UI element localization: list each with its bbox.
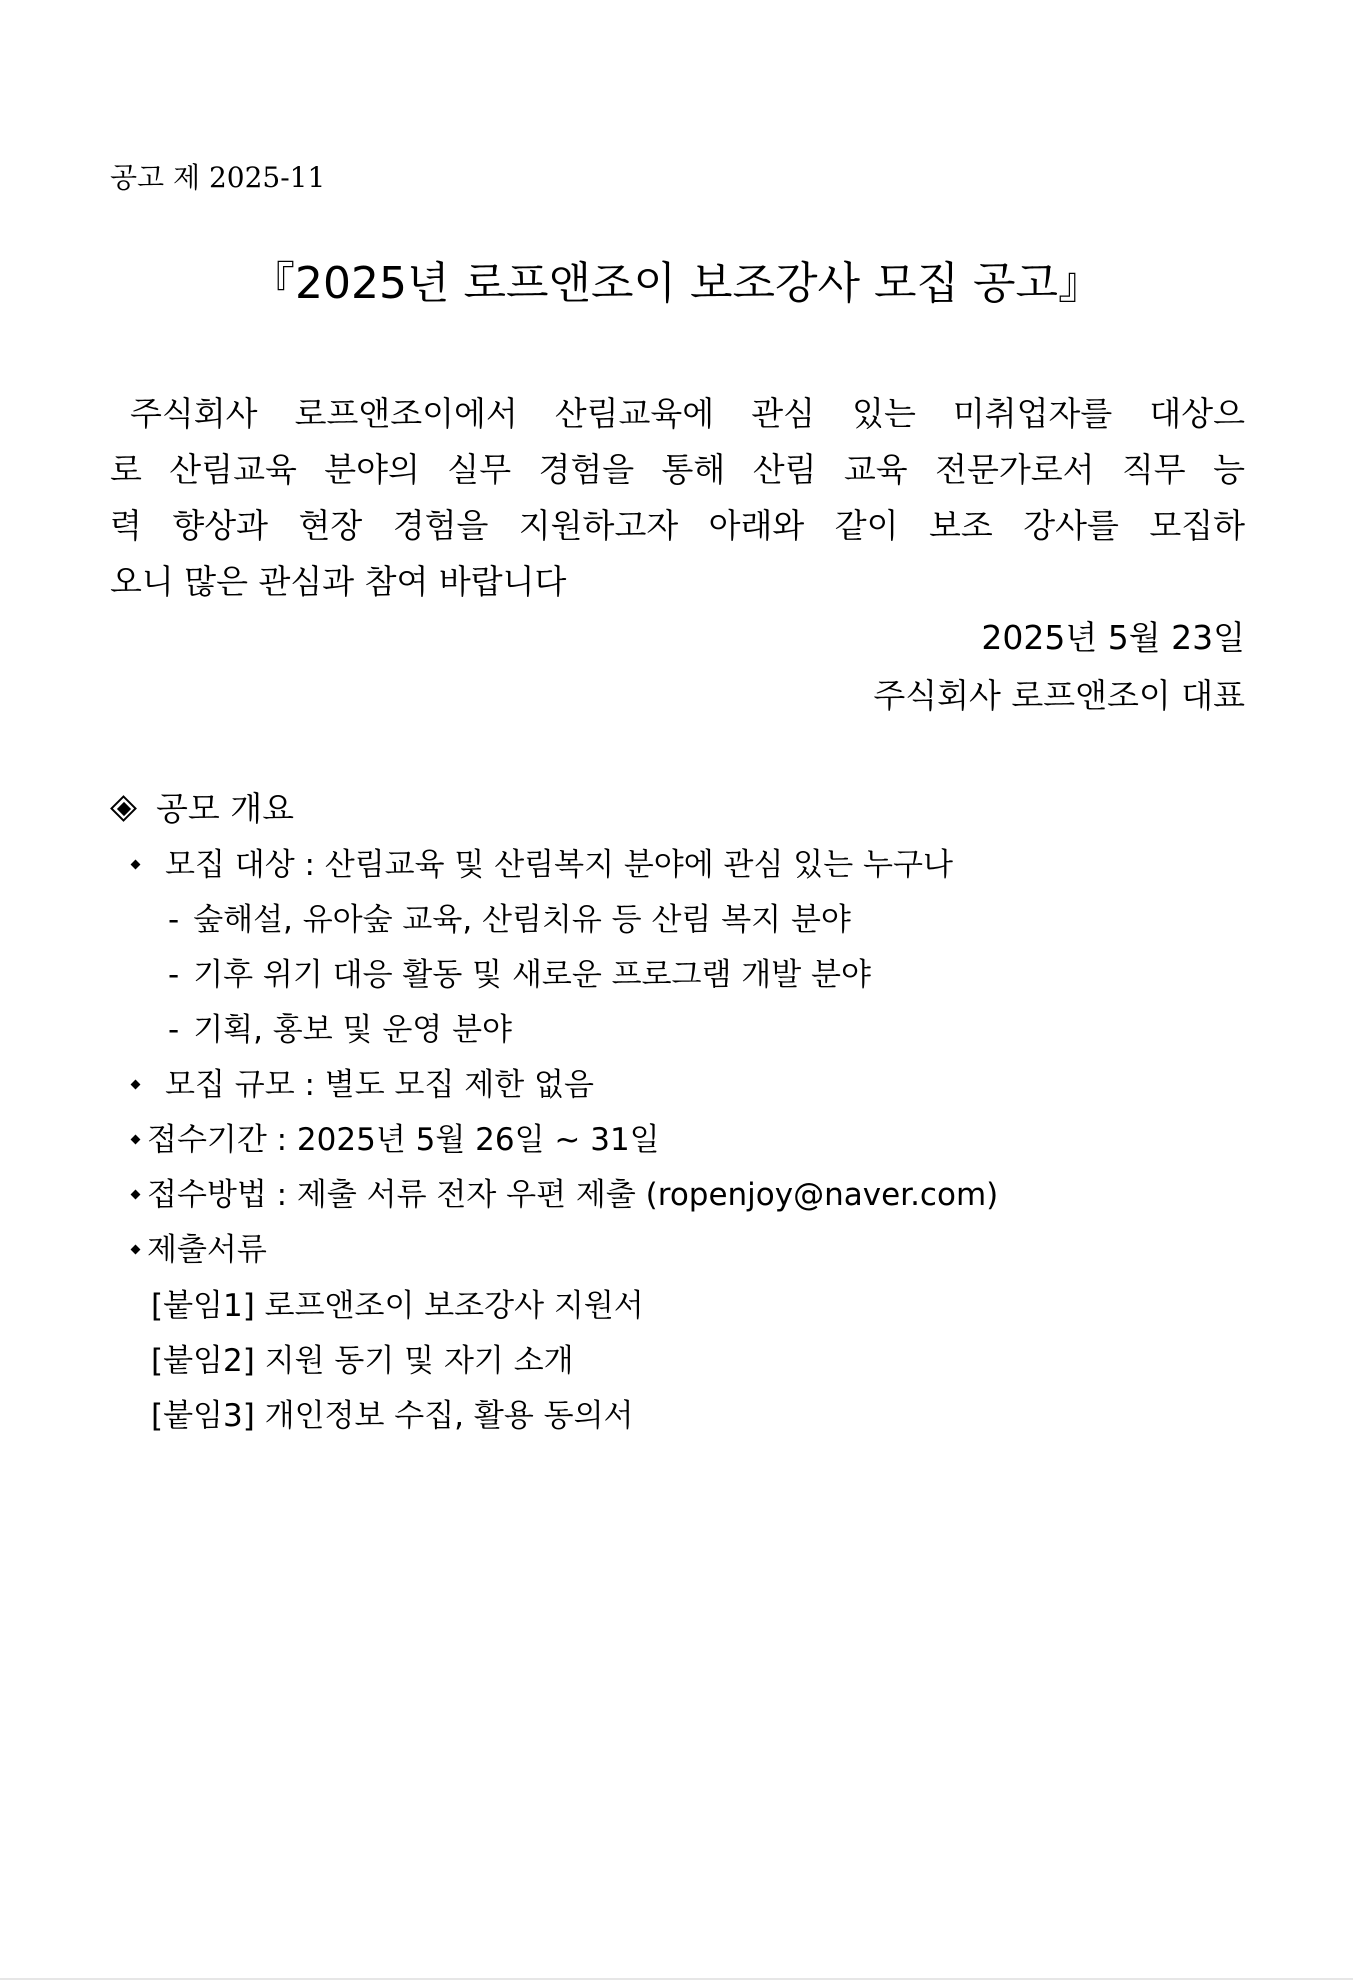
notice-number: 공고 제 2025-11 — [110, 161, 326, 194]
subitem-text: 기획, 홍보 및 운영 분야 — [193, 1012, 512, 1048]
list-subitem — [168, 950, 871, 1000]
intro-paragraph — [110, 386, 1245, 610]
intro-line: 오니 많은 관심과 참여 바랍니다 — [110, 562, 567, 601]
bullet-icon — [131, 1135, 141, 1145]
diamond-bullet-icon — [110, 795, 138, 823]
dash-icon: - — [168, 1012, 180, 1048]
dash-icon: - — [168, 957, 180, 993]
dash-icon: - — [168, 902, 180, 938]
page-bottom-rule — [0, 1978, 1353, 1980]
method-text: 접수방법 : 제출 서류 전자 우편 제출 (ropenjoy@naver.com) — [147, 1177, 999, 1213]
page-title: 『2025년 로프앤조이 보조강사 모집 공고』 — [251, 258, 1102, 309]
intro-line: 력 향상과 현장 경험을 지원하고자 아래와 같이 보조 강사를 모집하 — [110, 506, 1245, 545]
notice-date: 2025년 5월 23일 — [981, 618, 1245, 657]
document-item: [붙임2] 지원 동기 및 자기 소개 — [151, 1343, 574, 1379]
list-subitem — [168, 1005, 512, 1055]
bullet-icon — [131, 1245, 141, 1255]
list-item-documents — [132, 1225, 267, 1275]
section-heading-label: 공모 개요 — [156, 789, 295, 828]
target-text: 모집 대상 : 산림교육 및 산림복지 분야에 관심 있는 누구나 — [165, 847, 953, 883]
intro-line: 로 산림교육 분야의 실무 경험을 통해 산림 교육 전문가로서 직무 능 — [110, 450, 1245, 489]
list-item-scale — [132, 1060, 594, 1110]
subitem-text: 숲해설, 유아숲 교육, 산림치유 등 산림 복지 분야 — [193, 902, 851, 938]
document-item: [붙임3] 개인정보 수집, 활용 동의서 — [151, 1398, 634, 1434]
signer: 주식회사 로프앤조이 대표 — [873, 676, 1245, 715]
subitem-text: 기후 위기 대응 활동 및 새로운 프로그램 개발 분야 — [193, 957, 871, 993]
documents-label: 제출서류 — [147, 1232, 267, 1268]
bullet-icon — [131, 1080, 141, 1090]
section-heading-overview — [110, 781, 294, 837]
bullet-icon — [131, 1190, 141, 1200]
list-item-method — [132, 1170, 998, 1220]
scale-text: 모집 규모 : 별도 모집 제한 없음 — [165, 1067, 594, 1103]
bullet-icon — [131, 860, 141, 870]
list-subitem — [168, 895, 851, 945]
intro-line: 주식회사 로프앤조이에서 산림교육에 관심 있는 미취업자를 대상으 — [130, 394, 1245, 433]
period-text: 접수기간 : 2025년 5월 26일 ~ 31일 — [147, 1122, 660, 1158]
document-item: [붙임1] 로프앤조이 보조강사 지원서 — [151, 1288, 644, 1324]
list-item-period — [132, 1115, 660, 1165]
list-item-target — [132, 840, 953, 890]
